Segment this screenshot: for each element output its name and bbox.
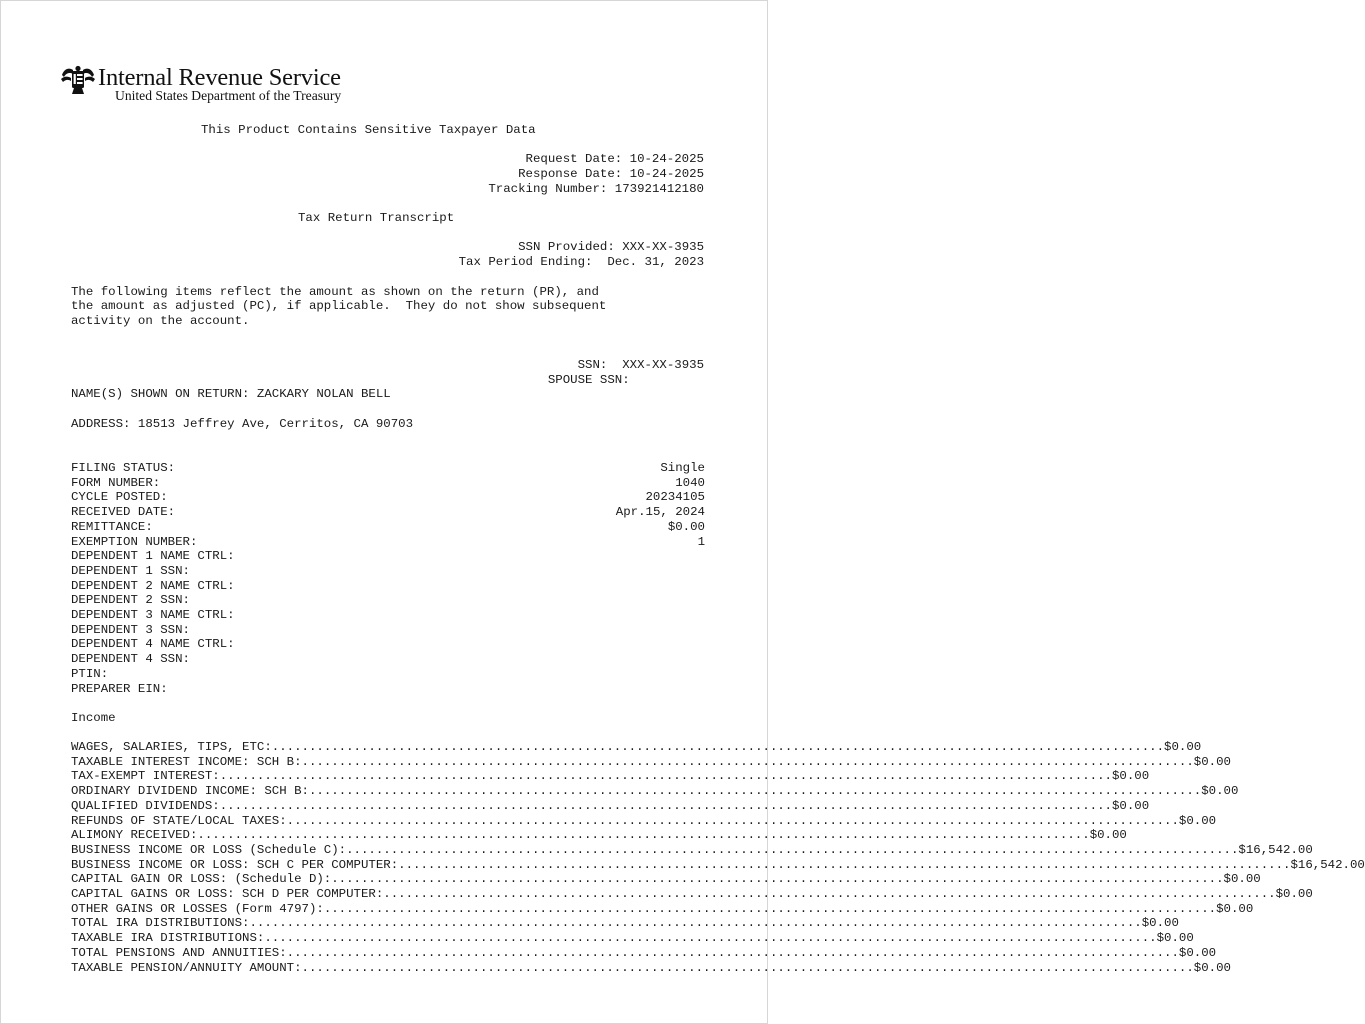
income-row xyxy=(71,872,1261,887)
income-value: $0.00 xyxy=(1216,901,1254,916)
dot-leader: ........................................................................................................................ xyxy=(286,813,1179,828)
dot-leader: ........................................................................................................................ xyxy=(346,842,1239,857)
income-value: $0.00 xyxy=(1156,931,1194,946)
intro-line: The following items reflect the amount as shown on the return (PR), and xyxy=(71,285,599,299)
dot-leader: ........................................................................................................................ xyxy=(308,784,1202,799)
income-label: TOTAL PENSIONS AND ANNUITIES: xyxy=(71,945,287,960)
dot-leader: ........................................................................................................................ xyxy=(219,769,1112,784)
income-row xyxy=(71,916,1179,931)
return-field-row xyxy=(71,682,705,697)
return-field-row xyxy=(71,535,705,550)
return-field-row xyxy=(71,667,705,682)
return-field-row xyxy=(71,520,705,535)
income-label: TAXABLE INTEREST INCOME: SCH B: xyxy=(71,754,302,769)
income-row xyxy=(71,740,1202,755)
income-value: $0.00 xyxy=(1178,813,1217,828)
return-field-row xyxy=(71,505,705,520)
income-value: $0.00 xyxy=(1178,945,1217,960)
return-field-row xyxy=(71,608,705,623)
dot-leader: ........................................................................................................................ xyxy=(249,916,1142,931)
income-heading: Income xyxy=(71,711,116,725)
return-field-row xyxy=(71,579,705,594)
spouse-ssn: SPOUSE SSN: xyxy=(547,373,704,387)
return-field-row xyxy=(71,490,705,505)
income-row xyxy=(71,828,1127,843)
income-row xyxy=(71,887,1313,902)
return-field-label: DEPENDENT 3 NAME CTRL: xyxy=(71,608,235,622)
income-value: $16,542.00 xyxy=(1238,842,1313,857)
return-field-label: DEPENDENT 4 SSN: xyxy=(71,652,190,667)
dot-leader: ........................................................................................................................ xyxy=(271,740,1165,754)
response-date: Response Date: 10-24-2025 xyxy=(518,167,704,181)
income-label: QUALIFIED DIVIDENDS: xyxy=(71,798,220,813)
return-field-row xyxy=(71,461,705,476)
income-label: BUSINESS INCOME OR LOSS: SCH C PER COMPUTER: xyxy=(71,857,399,872)
intro-line: the amount as adjusted (PC), if applicable. They do not show subsequent xyxy=(71,299,607,313)
agency-name: Internal Revenue Service xyxy=(98,64,341,91)
return-field-label: REMITTANCE: xyxy=(71,519,153,534)
income-label: WAGES, SALARIES, TIPS, ETC: xyxy=(71,740,272,754)
income-row xyxy=(71,769,1150,784)
income-row xyxy=(71,960,1231,976)
dot-leader: ........................................................................................................................ xyxy=(383,887,1276,901)
income-value: $0.00 xyxy=(1112,798,1150,813)
department-name: United States Department of the Treasury xyxy=(115,88,342,103)
income-row xyxy=(71,901,1254,917)
return-field-label: EXEMPTION NUMBER: xyxy=(71,534,198,549)
income-value: $0.00 xyxy=(1193,754,1231,769)
return-field-row xyxy=(71,549,705,564)
income-row xyxy=(71,784,1239,799)
income-label: CAPITAL GAIN OR LOSS: (Schedule D): xyxy=(71,872,332,887)
tax-period-ending: Tax Period Ending: Dec. 31, 2023 xyxy=(458,255,704,269)
document-title: Tax Return Transcript xyxy=(298,211,455,225)
irs-eagle-icon xyxy=(60,65,96,95)
income-row xyxy=(71,754,1231,770)
return-field-label: DEPENDENT 1 NAME CTRL: xyxy=(71,549,235,564)
income-label: ALIMONY RECEIVED: xyxy=(71,828,198,843)
income-row xyxy=(71,813,1217,829)
return-field-row xyxy=(71,637,705,652)
income-label: BUSINESS INCOME OR LOSS (Schedule C): xyxy=(71,842,347,857)
income-value: $0.00 xyxy=(1201,784,1239,799)
return-field-label: CYCLE POSTED: xyxy=(71,490,168,505)
return-field-label: FORM NUMBER: xyxy=(71,475,161,490)
income-label: ORDINARY DIVIDEND INCOME: SCH B: xyxy=(71,784,309,799)
income-row xyxy=(71,945,1217,961)
dot-leader: ........................................................................................................................ xyxy=(301,754,1194,769)
income-row xyxy=(71,931,1194,946)
return-field-value: $0.00 xyxy=(667,519,705,534)
return-field-value: 20234105 xyxy=(645,490,705,505)
return-field-label: DEPENDENT 3 SSN: xyxy=(71,622,190,637)
return-field-row xyxy=(71,593,705,608)
income-row xyxy=(71,842,1313,858)
dot-leader: ........................................................................................................................ xyxy=(323,901,1217,916)
income-label: TAXABLE PENSION/ANNUITY AMOUNT: xyxy=(71,960,302,975)
dot-leader: ........................................................................................................................ xyxy=(197,828,1090,843)
return-field-label: DEPENDENT 1 SSN: xyxy=(71,563,190,578)
return-field-row xyxy=(71,476,705,491)
return-field-label: PREPARER EIN: xyxy=(71,681,168,696)
income-label: CAPITAL GAINS OR LOSS: SCH D PER COMPUTER: xyxy=(71,887,384,901)
names-on-return: NAME(S) SHOWN ON RETURN: ZACKARY NOLAN BELL xyxy=(71,387,391,401)
income-label: TAXABLE IRA DISTRIBUTIONS: xyxy=(71,931,265,946)
income-value: $16,542.00 xyxy=(1290,857,1365,872)
return-field-row xyxy=(71,652,705,667)
intro-line: activity on the account. xyxy=(71,314,250,328)
dot-leader: ........................................................................................................................ xyxy=(398,857,1291,872)
dot-leader: ........................................................................................................................ xyxy=(264,931,1157,946)
income-label: TOTAL IRA DISTRIBUTIONS: xyxy=(71,916,250,931)
dot-leader: ........................................................................................................................ xyxy=(219,798,1112,813)
return-field-label: DEPENDENT 4 NAME CTRL: xyxy=(71,637,235,652)
income-label: TAX-EXEMPT INTEREST: xyxy=(71,769,220,784)
return-field-value: 1040 xyxy=(675,475,705,490)
income-value: $0.00 xyxy=(1141,916,1179,931)
return-field-label: RECEIVED DATE: xyxy=(71,505,176,520)
income-label: REFUNDS OF STATE/LOCAL TAXES: xyxy=(71,813,287,828)
taxpayer-address: ADDRESS: 18513 Jeffrey Ave, Cerritos, CA 90703 xyxy=(71,417,414,431)
return-field-label: DEPENDENT 2 NAME CTRL: xyxy=(71,578,235,593)
return-field-label: FILING STATUS: xyxy=(71,461,176,475)
dot-leader: ........................................................................................................................ xyxy=(286,945,1179,960)
income-row xyxy=(71,798,1150,814)
return-field-row xyxy=(71,564,705,579)
return-field-row xyxy=(71,623,705,638)
return-field-label: DEPENDENT 2 SSN: xyxy=(71,593,190,608)
income-label: OTHER GAINS OR LOSSES (Form 4797): xyxy=(71,901,324,916)
income-value: $0.00 xyxy=(1089,828,1127,843)
request-date: Request Date: 10-24-2025 xyxy=(525,152,704,166)
tracking-number: Tracking Number: 173921412180 xyxy=(488,182,704,196)
return-field-label: PTIN: xyxy=(71,666,109,681)
ssn-provided: SSN Provided: XXX-XX-3935 xyxy=(518,240,704,254)
income-value: $0.00 xyxy=(1112,769,1150,784)
dot-leader: ........................................................................................................................ xyxy=(301,960,1194,975)
irs-logo xyxy=(60,64,380,104)
income-row xyxy=(71,857,1365,873)
sensitive-notice: This Product Contains Sensitive Taxpayer Data xyxy=(201,123,536,137)
return-field-value: 1 xyxy=(697,534,705,549)
return-field-value: Single xyxy=(660,461,705,475)
income-value: $0.00 xyxy=(1193,960,1231,975)
income-value: $0.00 xyxy=(1223,872,1261,887)
return-field-value: Apr.15, 2024 xyxy=(615,505,705,520)
taxpayer-ssn: SSN: XXX-XX-3935 xyxy=(577,358,704,372)
income-value: $0.00 xyxy=(1164,740,1202,754)
dot-leader: ........................................................................................................................ xyxy=(331,872,1224,887)
income-value: $0.00 xyxy=(1275,887,1313,901)
